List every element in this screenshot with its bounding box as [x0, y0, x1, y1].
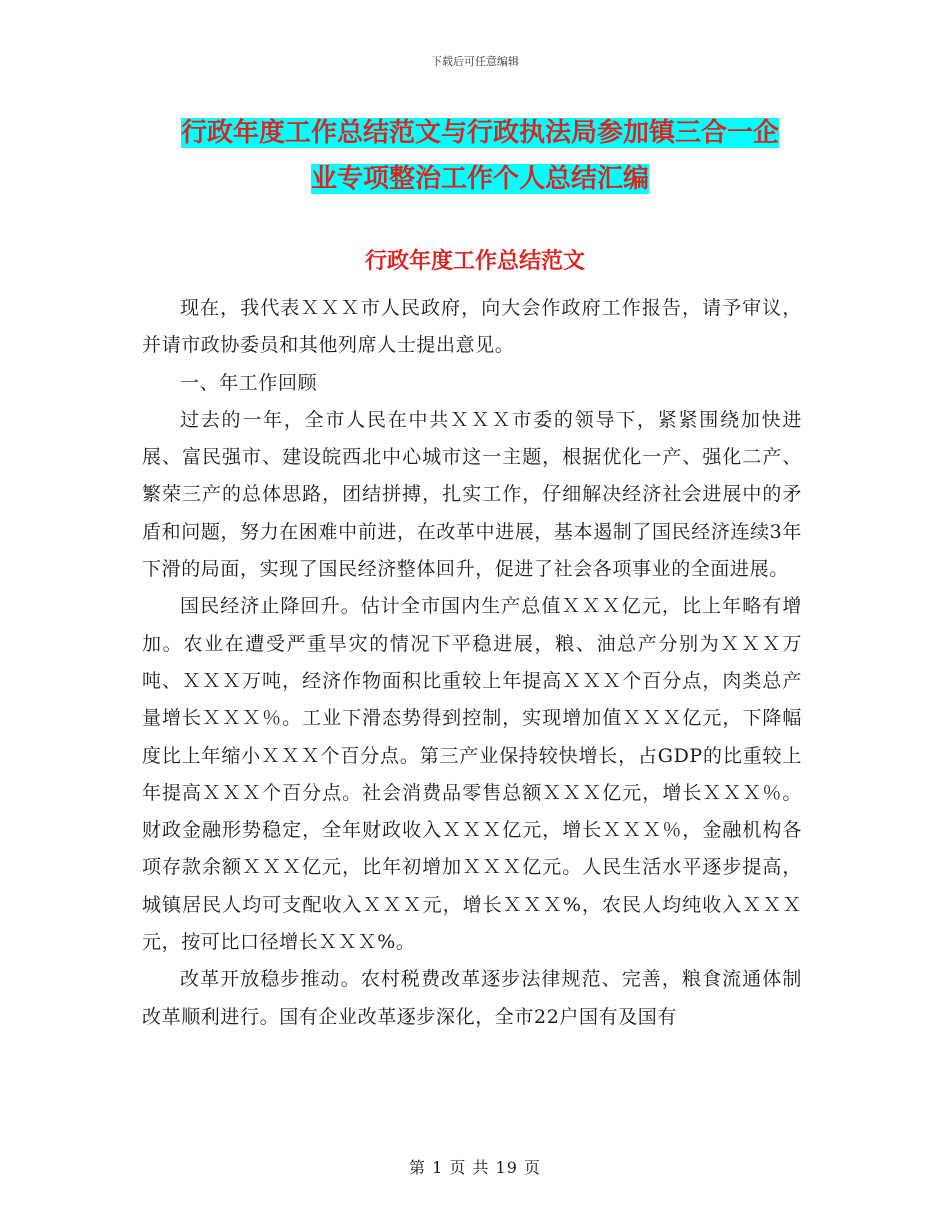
- document-title: [140, 110, 820, 202]
- paragraph-reform: 改革开放稳步推动。农村税费改革逐步法律规范、完善，粮食流通体制改革顺利进行。国有企业改革逐步深化，全市22户国有及国有: [142, 968, 802, 1028]
- paragraph-intro: 现在，我代表ＸＸＸ市人民政府，向大会作政府工作报告，请予审议，并请市政协委员和其他列席人士提出意见。: [142, 297, 802, 357]
- document-title-line-1: 行政年度工作总结范文与行政执法局参加镇三合一企: [180, 118, 779, 148]
- body-text: [142, 290, 802, 1036]
- page-header-note: 下载后可任意编辑: [431, 55, 519, 68]
- paragraph-heading: 一、年工作回顾: [180, 371, 318, 394]
- page-number: 第 1 页 共 19 页: [409, 1158, 541, 1177]
- paragraph-economy: 国民经济止降回升。估计全市国内生产总值ＸＸＸ亿元，比上年略有增加。农业在遭受严重旱灾的情况下平稳进展，粮、油总产分别为ＸＸＸ万吨、ＸＸＸ万吨，经济作物面积比重较上年提高ＸＸＸ个百分点，肉类总产量增长ＸＸＸ％。工业下滑态势得到控制，实现增加值ＸＸＸ亿元，下降幅度比上年缩小ＸＸＸ个百分点。第三产业保持较快增长，占GDP的比重较上年提高ＸＸＸ个百分点。社会消费品零售总额ＸＸＸ亿元，增长ＸＸＸ％。财政金融形势稳定，全年财政收入ＸＸＸ亿元，增长ＸＸＸ％，金融机构各项存款余额ＸＸＸ亿元，比年初增加ＸＸＸ亿元。人民生活水平逐步提高，城镇居民人均可支配收入ＸＸＸ元，增长ＸＸＸ%，农民人均纯收入ＸＸＸ元，按可比口径增长ＸＸＸ%。: [142, 595, 802, 954]
- section-title: 行政年度工作总结范文: [364, 248, 585, 274]
- paragraph-review: 过去的一年，全市人民在中共ＸＸＸ市委的领导下，紧紧围绕加快进展、富民强市、建设皖西北中心城市这一主题，根据优化一产、强化二产、繁荣三产的总体思路，团结拼搏，扎实工作，仔细解决经济社会进展中的矛盾和问题，努力在困难中前进，在改革中进展，基本遏制了国民经济连续3年下滑的局面，实现了国民经济整体回升，促进了社会各项事业的全面进展。: [142, 408, 802, 581]
- document-title-line-2: 业专项整治工作个人总结汇编: [310, 164, 649, 194]
